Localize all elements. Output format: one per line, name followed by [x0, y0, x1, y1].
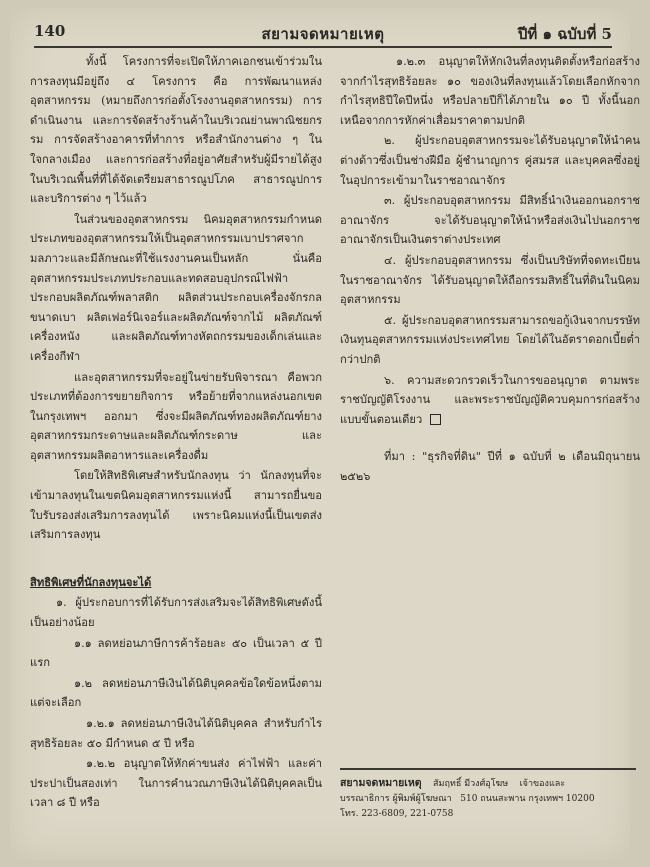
- list-item: ๑.๑ ลดหย่อนภาษีการค้าร้อยละ ๕๐ เป็นเวลา ๕ ปีแรก: [30, 636, 322, 670]
- list-item: ๓. ผู้ประกอบอุตสาหกรรม มีสิทธิ์นำเงินออกนอกราชอาณาจักร จะได้รับอนุญาตให้นำหรือส่งเงินไปนอกราชอาณาจักรเป็นเงินตราต่างประเทศ: [340, 194, 640, 247]
- imprint-owner-role: เจ้าของและ: [519, 779, 566, 789]
- list-item: ๑.๒.๒ อนุญาตให้หักค่าขนส่ง ค่าไฟฟ้า และค่าประปาเป็นสองเท่า ในการคำนวณภาษีเงินได้นิติบุคคลเป็นเวลา ๘ ปี หรือ: [30, 757, 322, 810]
- imprint-phone: โทร. 223-6809, 221-0758: [340, 809, 454, 819]
- page-header: [34, 22, 612, 44]
- list-item-text: ๖. ความสะดวกรวดเร็วในการขออนุญาต ตามพระราชบัญญัติโรงงาน และพระราชบัญญัติควบคุมการก่อสร้างแบบขั้นตอนเดียว: [340, 373, 640, 426]
- page-number: 140: [34, 22, 66, 40]
- imprint-line: [340, 776, 636, 792]
- list-item: ๕. ผู้ประกอบอุตสาหกรรมสามารถขอกู้เงินจากบรรษัทเงินทุนอุตสาหกรรมแห่งประเทศไทย โดยได้ในอัตราดอกเบี้ยต่ำกว่าปกติ: [340, 313, 640, 366]
- section-heading: สิทธิพิเศษที่นักลงทุนจะได้: [30, 574, 152, 589]
- list-item: [340, 371, 640, 430]
- publication-title: สยามจดหมายเหตุ: [261, 25, 385, 43]
- list-item: ๑.๒.๓ อนุญาตให้หักเงินที่ลงทุนติดตั้งหรือก่อสร้าง จากกำไรสุทธิร้อยละ ๑๐ ของเงินที่ลงทุนแล้วโดยเลือกหักจากกำไรสุทธิปีใดปีหนึ่ง หรือปลายปีก็ได้ภายใน ๑๐ ปี ทั้งนี้นอกเหนือจากการหักค่าเสื่อมราคาตามปกติ: [340, 55, 640, 127]
- list-item: ๑.๒.๑ ลดหย่อนภาษีเงินได้นิติบุคคล สำหรับกำไรสุทธิร้อยละ ๕๐ มีกำหนด ๕ ปี หรือ: [30, 717, 322, 750]
- imprint-line: [340, 792, 636, 807]
- page: [10, 8, 640, 860]
- left-column: [30, 52, 322, 814]
- list-item: ๒. ผู้ประกอบอุตสาหกรรมจะได้รับอนุญาตให้นำคนต่างด้าวซึ่งเป็นช่างฝีมือ ผู้ชำนาญการ คู่สมรส และบุคคลซึ่งอยู่ในอุปการะเข้ามาในราชอาณาจักร: [340, 134, 640, 187]
- imprint-publication: สยามจดหมายเหตุ: [340, 777, 422, 789]
- list-item: ๑.๒ ลดหย่อนภาษีเงินได้นิติบุคคลข้อใดข้อหนึ่งตามแต่จะเลือก: [30, 676, 322, 710]
- paragraph: โดยให้สิทธิพิเศษสำหรับนักลงทุน ว่า นักลงทุนที่จะเข้ามาลงทุนในเขตนิคมอุตสาหกรรมแห่งนี้ สามารถยื่นขอใบรับรองส่งเสริมการลงทุนได้ เพราะนิคมแห่งนี้เป็นเขตส่งเสริมการลงทุน: [30, 469, 322, 542]
- issue-label: ปีที่ ๑ ฉบับที่ 5: [517, 25, 612, 43]
- imprint-editor: บรรณาธิการ ผู้พิมพ์ผู้โฆษณา: [340, 794, 452, 804]
- right-column: [340, 52, 640, 487]
- source-citation: ที่มา : "ธุรกิจที่ดิน" ปีที่ ๑ ฉบับที่ ๒ เดือนมิถุนายน ๒๕๒๖: [340, 450, 640, 483]
- imprint-box: [340, 768, 636, 822]
- paragraph: และอุตสาหกรรมที่จะอยู่ในข่ายรับพิจารณา คือพวกประเภทที่ต้องการขยายกิจการ หรือย้ายที่จากแหล่งนอกเขตในกรุงเทพฯ ออกมา ซึ่งจะมีผลิตภัณฑ์ทองผลิตภัณฑ์ยาง อุตสาหกรรมกระดาษและผลิตภัณฑ์กระดาษ และอุตสาหกรรมผลิตอาหารและเครื่องดื่ม: [30, 370, 322, 462]
- imprint-owner: สัมฤทธิ์ มีวงศ์อุโฆษ: [433, 779, 509, 789]
- end-mark-icon: [430, 414, 441, 425]
- list-item: ๔. ผู้ประกอบอุตสาหกรรม ซึ่งเป็นบริษัทที่จดทะเบียนในราชอาณาจักร ได้รับอนุญาตให้ถือกรรมสิทธิ์ในที่ดินในนิคมอุตสาหกรรม: [340, 253, 640, 307]
- paragraph: ในส่วนของอุตสาหกรรม นิคมอุตสาหกรรมกำหนดประเภทของอุตสาหกรรมให้เป็นอุตสาหกรรมเบาปราศจากมลภาวะและมีลักษณะที่ใช้แรงงานคนเป็นหลัก นั่นคือ อุตสาหกรรมประเภทประกอบและทดสอบอุปกรณ์ไฟฟ้า ประกอบผลิตภัณฑ์พลาสติก ผลิตส่วนประกอบเครื่องจักรกลขนาดเบา ผลิตเฟอร์นิเจอร์และผลิตภัณฑ์จากไม้ ผลิตภัณฑ์เครื่องหนัง และผลิตภัณฑ์ทางหัตถกรรมของเด็กเล่นและเครื่องกีฬา: [30, 212, 322, 363]
- paragraph: ทั้งนี้ โครงการที่จะเปิดให้ภาคเอกชนเข้าร่วมในการลงทุนมีอยู่ถึง ๔ โครงการ คือ การพัฒนาแหล่งอุตสาหกรรม (หมายถึงการก่อตั้งโรงงานอุตสาหกรรม) การดำเนินงาน และการจัดสร้างร้านค้าในบริเวณย่านพาณิชยกรรม การจัดสร้างอาคารที่ทำการ หรือสำนักงานต่าง ๆ ในใจกลางเมือง และการก่อสร้างที่อยู่อาศัยสำหรับผู้มีรายได้สูง ในบริเวณพื้นที่ที่ได้จัดเตรียมสาธารณูปโภค สาธารณูปการและบริการต่าง ๆ ไว้แล้ว: [30, 55, 322, 206]
- list-item: ๑. ผู้ประกอบการที่ได้รับการส่งเสริมจะได้สิทธิพิเศษดังนี้เป็นอย่างน้อย: [30, 596, 322, 630]
- imprint-address: 510 ถนนสะพาน กรุงเทพฯ 10200: [460, 794, 595, 804]
- header-rule: [34, 46, 612, 48]
